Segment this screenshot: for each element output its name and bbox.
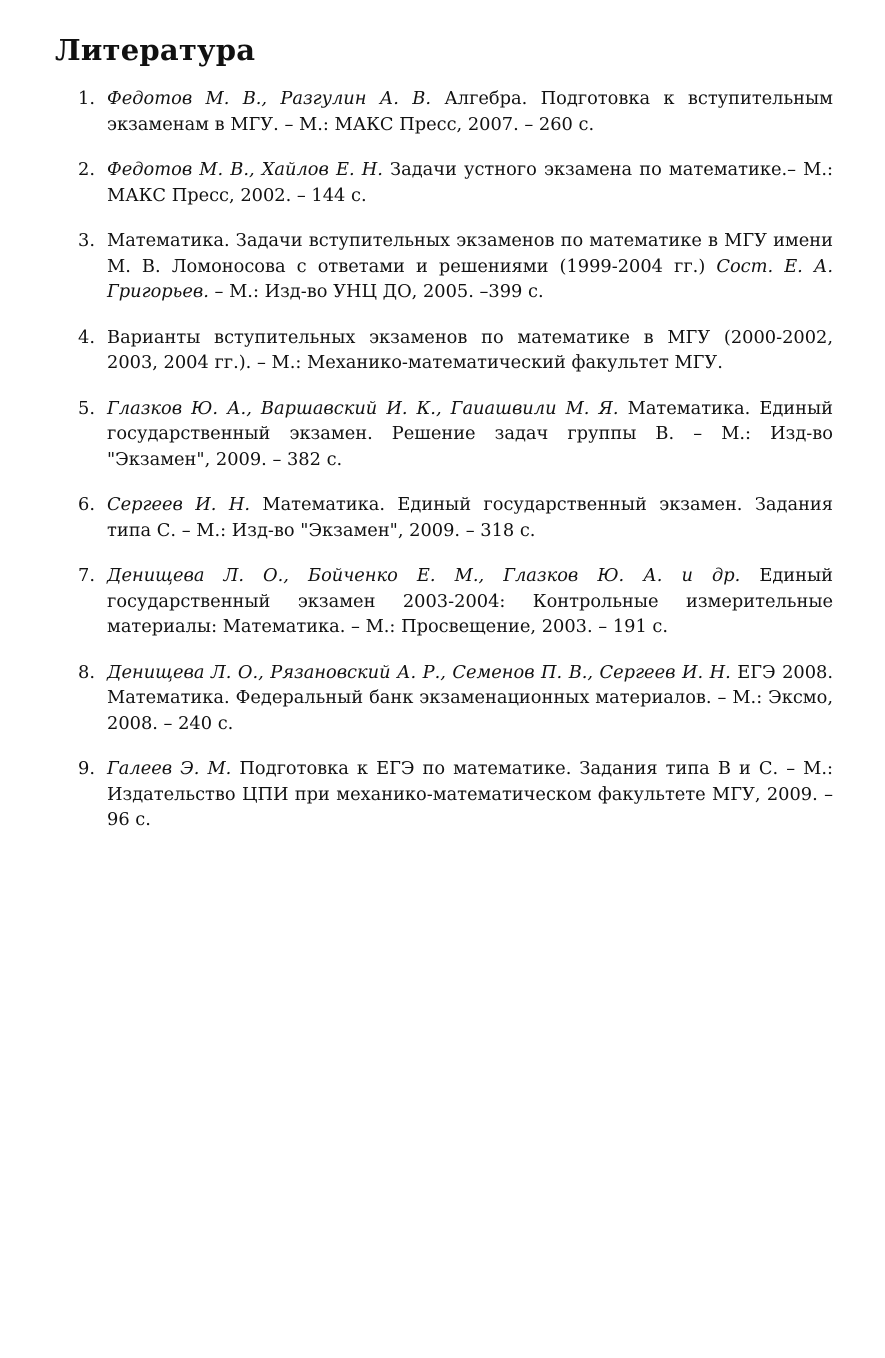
reference-item	[78, 325, 833, 376]
reference-item	[78, 396, 833, 473]
reference-item	[78, 563, 833, 640]
reference-authors: Галеев Э. М.	[107, 758, 232, 779]
reference-authors: Глазков Ю. А., Варшавский И. К., Гаиашвили М. Я.	[107, 397, 619, 419]
reference-item	[78, 492, 833, 543]
reference-text: Математика. Задачи вступительных экзаменов по математике в МГУ имени М. В. Ломоносова с ответами и решениями (1999-2004 гг.)	[107, 230, 833, 277]
reference-number: 6.	[78, 494, 95, 515]
reference-item	[78, 228, 833, 305]
reference-item	[78, 756, 833, 833]
reference-text: Единый государственный экзамен 2003-2004: Контрольные измерительные материалы: Математика. – М.: Просвещение, 2003. – 191 с.	[107, 565, 834, 637]
reference-text: Алгебра. Подготовка к вступительным экзаменам в МГУ. – М.: МАКС Пресс, 2007. – 260 с.	[107, 88, 833, 135]
reference-number: 2.	[78, 159, 95, 180]
reference-text: Математика. Единый государственный экзамен. Решение задач группы В. – М.: Изд-во "Экзамен", 2009. – 382 с.	[107, 397, 833, 470]
reference-text: Варианты вступительных экзаменов по математике в МГУ (2000-2002, 2003, 2004 гг.). – М.: Механико-математический факультет МГУ.	[107, 326, 833, 373]
reference-list	[78, 86, 833, 853]
reference-text: Задачи устного экзамена по математике.– М.: МАКС Пресс, 2002. – 144 с.	[107, 159, 833, 206]
page-title: Литература	[55, 33, 256, 67]
reference-authors: Сергеев И. Н.	[107, 494, 250, 515]
reference-number: 3.	[78, 230, 95, 251]
reference-text: ЕГЭ 2008. Математика. Федеральный банк экзаменационных материалов. – М.: Эксмо, 2008. – 240 с.	[107, 661, 834, 734]
reference-authors: Федотов М. В., Разгулин А. В.	[107, 88, 431, 109]
reference-compiler: Сост. Е. А. Григорьев.	[107, 255, 834, 302]
reference-text: Математика. Единый государственный экзамен. Задания типа С. – М.: Изд-во "Экзамен", 2009. – 318 с.	[107, 494, 833, 541]
reference-authors: Федотов М. В., Хайлов Е. Н.	[107, 159, 383, 180]
reference-item	[78, 157, 833, 208]
reference-authors: Денищева Л. О., Рязановский А. Р., Семенов П. В., Сергеев И. Н.	[107, 661, 731, 683]
reference-number: 7.	[78, 565, 95, 586]
reference-item	[78, 86, 833, 137]
reference-number: 8.	[78, 661, 95, 683]
reference-item	[78, 660, 833, 737]
reference-number: 1.	[78, 88, 95, 109]
reference-text: Подготовка к ЕГЭ по математике. Задания типа В и С. – М.: Издательство ЦПИ при механико-математическом факультете МГУ, 2009. – 96 с.	[107, 758, 834, 830]
reference-number: 4.	[78, 326, 95, 348]
reference-number: 5.	[78, 397, 95, 419]
reference-authors: Денищева Л. О., Бойченко Е. М., Глазков Ю. А. и др.	[107, 565, 741, 586]
reference-publisher: – М.: Изд-во УНЦ ДО, 2005. –399 с.	[214, 281, 544, 302]
reference-number: 9.	[78, 758, 95, 779]
